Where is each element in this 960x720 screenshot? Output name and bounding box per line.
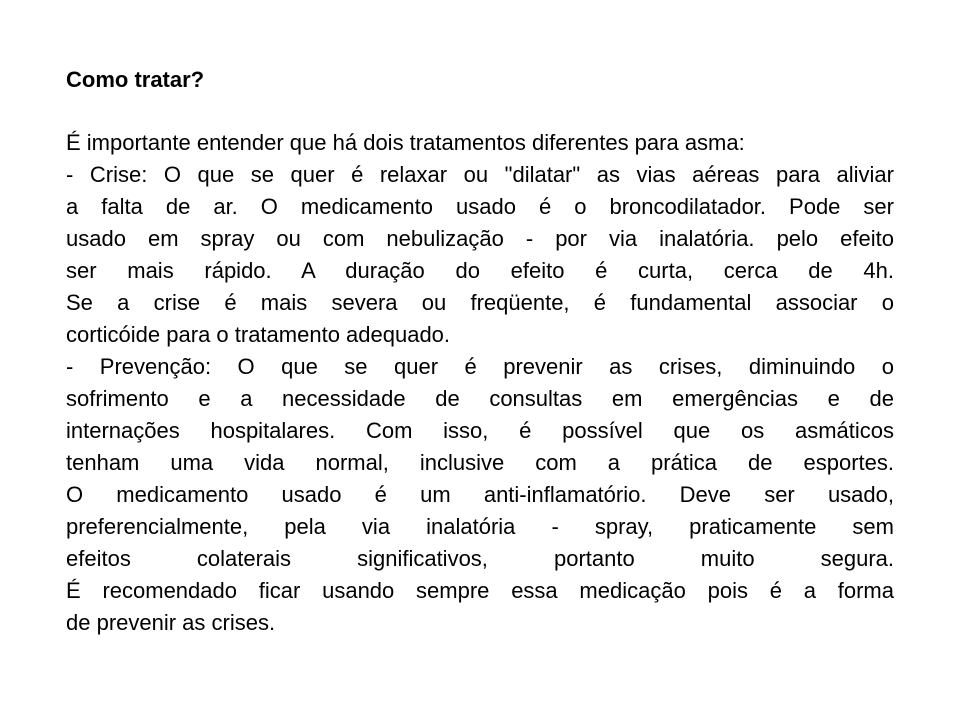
text-line: preferencialmente, pela via inalatória - spray, praticamente sem xyxy=(66,514,894,539)
text-line: É recomendado ficar usando sempre essa medicação pois é a forma xyxy=(66,578,894,603)
text-line: a falta de ar. O medicamento usado é o broncodilatador. Pode ser xyxy=(66,194,894,219)
text-line: - Prevenção: O que se quer é prevenir as crises, diminuindo o xyxy=(66,354,894,379)
text-line: sofrimento e a necessidade de consultas em emergências e de xyxy=(66,386,894,411)
text-line: ser mais rápido. A duração do efeito é curta, cerca de 4h. xyxy=(66,258,894,283)
text-line: efeitos colaterais significativos, portanto muito segura. xyxy=(66,546,894,571)
text-line: internações hospitalares. Com isso, é possível que os asmáticos xyxy=(66,418,894,443)
text-line: O medicamento usado é um anti-inflamatório. Deve ser usado, xyxy=(66,482,894,507)
text-line: de prevenir as crises. xyxy=(66,610,276,635)
text-line: É importante entender que há dois tratamentos diferentes para asma: xyxy=(66,130,745,155)
text-line: tenham uma vida normal, inclusive com a prática de esportes. xyxy=(66,450,894,475)
slide-title: Como tratar? xyxy=(66,67,205,92)
text-line: usado em spray ou com nebulização - por via inalatória. pelo efeito xyxy=(66,226,894,251)
text-line: Se a crise é mais severa ou freqüente, é fundamental associar o xyxy=(66,290,894,315)
text-line: corticóide para o tratamento adequado. xyxy=(66,322,451,347)
slide-body xyxy=(66,127,894,639)
text-line: - Crise: O que se quer é relaxar ou "dilatar" as vias aéreas para aliviar xyxy=(66,162,894,187)
